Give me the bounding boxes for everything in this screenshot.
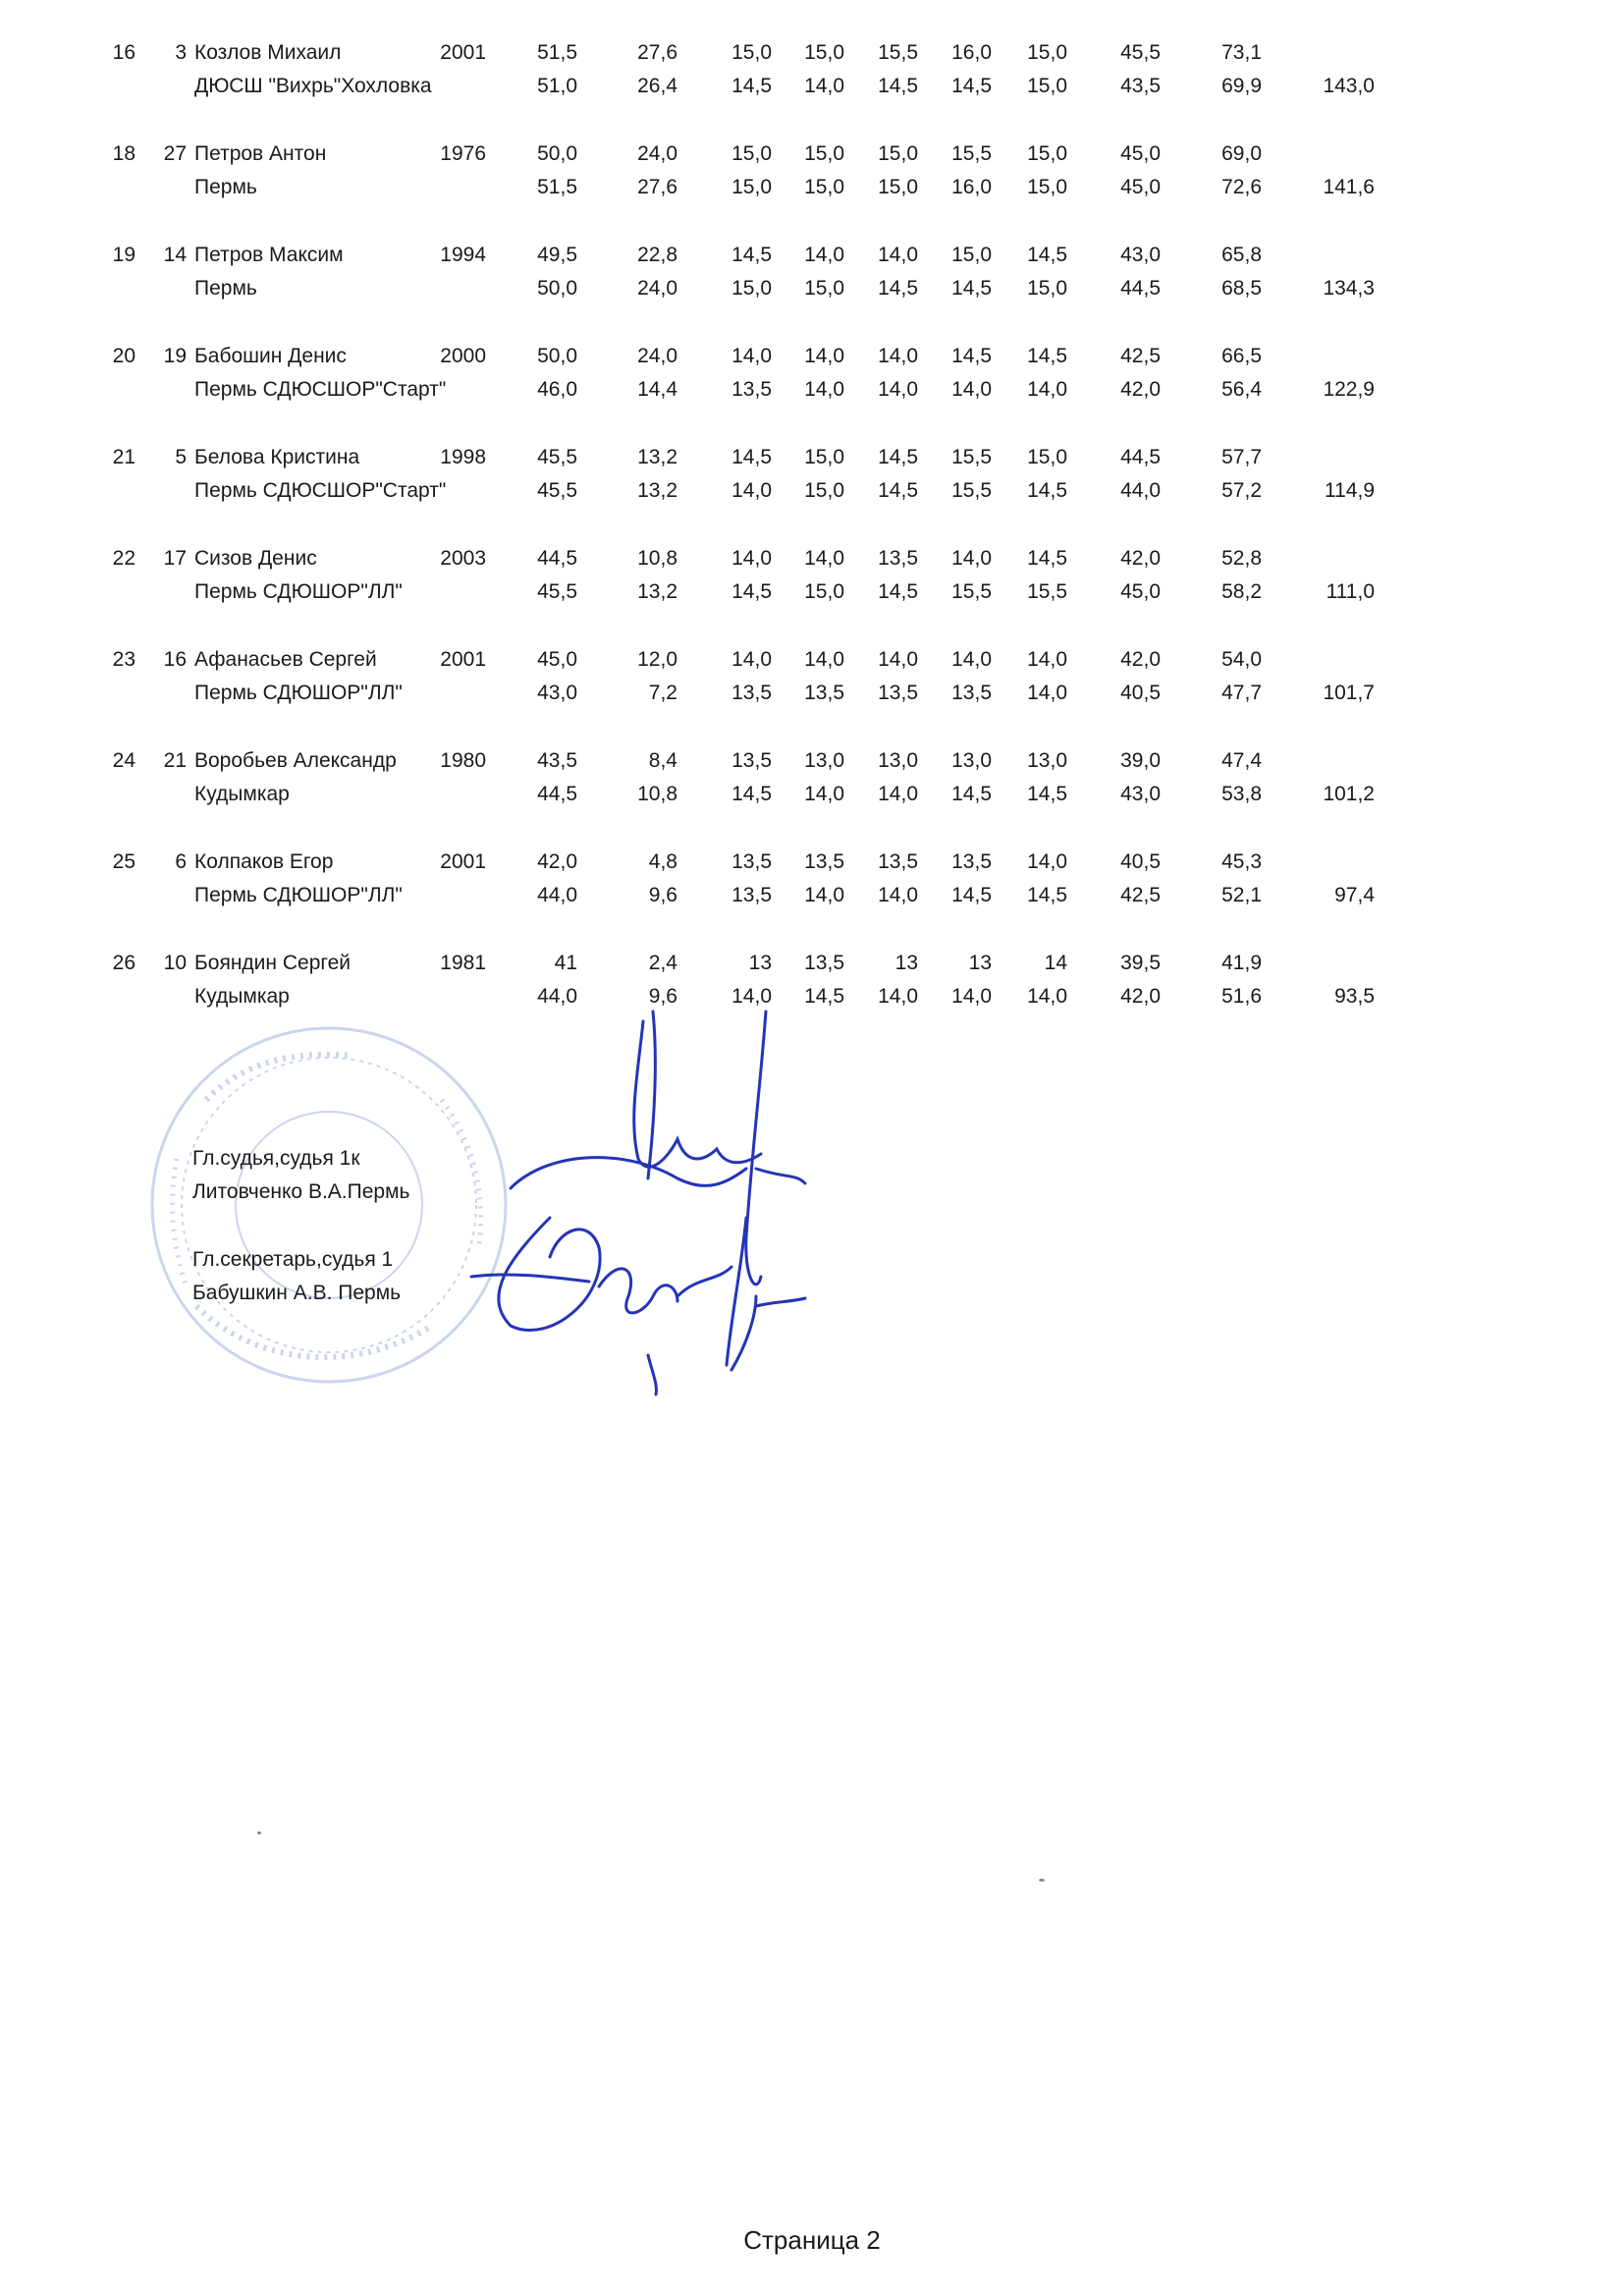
score-cell: 13,5 [951,850,992,873]
score-cell: 13 [894,952,918,974]
birth-year-cell: 1981 [440,952,486,974]
birth-year-cell: 1980 [440,749,486,772]
score-cell: 46,0 [537,378,577,401]
score-cell: 15,0 [804,41,844,64]
score-cell: 10,8 [637,783,677,805]
round-stamp [152,1028,506,1382]
score-cell: 45,5 [537,580,577,603]
birth-year-cell: 2001 [440,850,486,873]
score-cell: 69,9 [1221,75,1262,97]
score-cell: 15,5 [1027,580,1067,603]
score-cell: 15,0 [1027,75,1067,97]
score-cell: 13,5 [731,850,772,873]
score-cell: 43,0 [1120,244,1161,266]
place-cell: 16 [112,41,135,64]
score-cell: 41 [554,952,577,974]
score-cell: 44,5 [1120,446,1161,468]
score-cell: 27,6 [637,41,677,64]
score-cell: 51,0 [537,75,577,97]
score-cell: 14,0 [804,547,844,570]
bib-number-cell: 21 [163,749,187,772]
birth-year-cell: 1976 [440,142,486,165]
score-cell: 50,0 [537,142,577,165]
athlete-name-cell: Колпаков Егор [194,850,334,873]
score-cell: 15,0 [804,580,844,603]
birth-year-cell: 2003 [440,547,486,570]
score-cell: 2,4 [648,952,677,974]
club-cell: Пермь СДЮСШОР"Старт" [194,378,447,401]
score-cell: 8,4 [648,749,677,772]
score-cell: 14,5 [951,884,992,906]
results-table [0,0,1624,1080]
scan-speck [257,1831,261,1834]
score-cell: 9,6 [648,884,677,906]
total-score-cell: 97,4 [1334,884,1375,906]
score-cell: 13 [748,952,772,974]
score-cell: 41,9 [1221,952,1262,974]
birth-year-cell: 2001 [440,648,486,671]
score-cell: 14,0 [804,75,844,97]
scan-speck [1039,1879,1045,1882]
secretary-title: Гл.секретарь,судья 1 [192,1248,394,1271]
score-cell: 14,0 [951,547,992,570]
bib-number-cell: 17 [163,547,187,570]
athlete-name-cell: Козлов Михаил [194,41,342,64]
score-cell: 24,0 [637,277,677,300]
score-cell: 13,5 [731,378,772,401]
score-cell: 15,0 [951,244,992,266]
score-cell: 14,5 [1027,479,1067,502]
score-cell: 14,5 [951,277,992,300]
score-cell: 45,0 [537,648,577,671]
total-score-cell: 143,0 [1323,75,1375,97]
score-cell: 15,5 [951,446,992,468]
score-cell: 44,0 [537,884,577,906]
score-cell: 13,0 [804,749,844,772]
score-cell: 13,2 [637,580,677,603]
score-cell: 45,5 [537,479,577,502]
score-cell: 7,2 [648,682,677,704]
score-cell: 24,0 [637,345,677,367]
score-cell: 14,5 [878,75,918,97]
score-cell: 13,0 [1027,749,1067,772]
score-cell: 56,4 [1221,378,1262,401]
score-cell: 57,2 [1221,479,1262,502]
score-cell: 14,5 [951,783,992,805]
score-cell: 14,0 [878,244,918,266]
score-cell: 13,0 [951,749,992,772]
athlete-name-cell: Бояндин Сергей [194,952,351,974]
score-cell: 50,0 [537,345,577,367]
score-cell: 24,0 [637,142,677,165]
score-cell: 47,4 [1221,749,1262,772]
score-cell: 13,5 [731,884,772,906]
score-cell: 14,5 [878,277,918,300]
score-cell: 43,5 [1120,75,1161,97]
score-cell: 14,5 [731,75,772,97]
birth-year-cell: 1998 [440,446,486,468]
score-cell: 47,7 [1221,682,1262,704]
athlete-name-cell: Белова Кристина [194,446,360,468]
score-cell: 14,0 [1027,850,1067,873]
score-cell: 22,8 [637,244,677,266]
place-cell: 20 [112,345,135,367]
score-cell: 15,0 [731,277,772,300]
club-cell: Пермь СДЮШОР"ЛЛ" [194,682,403,704]
score-cell: 42,0 [537,850,577,873]
place-cell: 25 [112,850,135,873]
club-cell: Пермь [194,176,257,198]
score-cell: 15,0 [804,142,844,165]
athlete-name-cell: Воробьев Александр [194,749,397,772]
score-cell: 43,0 [537,682,577,704]
score-cell: 14,0 [1027,985,1067,1008]
score-cell: 14,5 [804,985,844,1008]
score-cell: 14,0 [1027,378,1067,401]
score-cell: 14,5 [731,446,772,468]
score-cell: 26,4 [637,75,677,97]
athlete-name-cell: Бабошин Денис [194,345,347,367]
total-score-cell: 101,7 [1323,682,1375,704]
score-cell: 14,0 [804,345,844,367]
score-cell: 14,5 [731,580,772,603]
score-cell: 14,0 [804,783,844,805]
score-cell: 45,0 [1120,580,1161,603]
score-cell: 13,5 [804,682,844,704]
score-cell: 45,3 [1221,850,1262,873]
score-cell: 14,0 [731,479,772,502]
total-score-cell: 141,6 [1323,176,1375,198]
score-cell: 40,5 [1120,850,1161,873]
score-cell: 42,0 [1120,648,1161,671]
score-cell: 45,0 [1120,142,1161,165]
score-cell: 14,5 [878,580,918,603]
score-cell: 15,5 [951,580,992,603]
score-cell: 43,5 [537,749,577,772]
score-cell: 15,0 [804,176,844,198]
score-cell: 14,0 [878,985,918,1008]
score-cell: 15,0 [878,176,918,198]
score-cell: 44,0 [537,985,577,1008]
club-cell: Кудымкар [194,783,290,805]
score-cell: 14,4 [637,378,677,401]
score-cell: 44,5 [1120,277,1161,300]
club-cell: Кудымкар [194,985,290,1008]
signature-secretary [471,1218,805,1394]
score-cell: 13,5 [804,850,844,873]
bib-number-cell: 16 [163,648,187,671]
score-cell: 65,8 [1221,244,1262,266]
score-cell: 45,5 [1120,41,1161,64]
bib-number-cell: 5 [175,446,187,468]
bib-number-cell: 14 [163,244,187,266]
score-cell: 13 [968,952,992,974]
score-cell: 73,1 [1221,41,1262,64]
score-cell: 14,0 [731,547,772,570]
club-cell: Пермь СДЮСШОР"Старт" [194,479,447,502]
place-cell: 24 [112,749,135,772]
score-cell: 10,8 [637,547,677,570]
total-score-cell: 134,3 [1323,277,1375,300]
score-cell: 14,5 [1027,244,1067,266]
score-cell: 13,2 [637,479,677,502]
page-number: Страница 2 [743,2225,881,2255]
score-cell: 14,0 [878,378,918,401]
score-cell: 14,0 [878,648,918,671]
judge-title: Гл.судья,судья 1к [192,1147,360,1170]
birth-year-cell: 2001 [440,41,486,64]
score-cell: 14,5 [1027,345,1067,367]
score-cell: 14,5 [731,244,772,266]
athlete-name-cell: Афанасьев Сергей [194,648,377,671]
score-cell: 13,0 [878,749,918,772]
score-cell: 15,0 [804,277,844,300]
score-cell: 53,8 [1221,783,1262,805]
score-cell: 14,0 [951,985,992,1008]
score-cell: 13,5 [951,682,992,704]
score-cell: 16,0 [951,41,992,64]
score-cell: 42,5 [1120,345,1161,367]
score-cell: 13,5 [804,952,844,974]
score-cell: 9,6 [648,985,677,1008]
score-cell: 14,5 [951,75,992,97]
score-cell: 13,2 [637,446,677,468]
score-cell: 14,0 [731,648,772,671]
score-cell: 45,0 [1120,176,1161,198]
bib-number-cell: 19 [163,345,187,367]
place-cell: 26 [112,952,135,974]
score-cell: 13,5 [878,682,918,704]
score-cell: 54,0 [1221,648,1262,671]
score-cell: 45,5 [537,446,577,468]
total-score-cell: 111,0 [1326,580,1375,603]
score-cell: 13,5 [878,850,918,873]
score-cell: 15,0 [878,142,918,165]
score-cell: 14,5 [1027,547,1067,570]
score-cell: 14,0 [804,378,844,401]
athlete-name-cell: Петров Максим [194,244,344,266]
score-cell: 66,5 [1221,345,1262,367]
score-cell: 39,5 [1120,952,1161,974]
score-cell: 52,8 [1221,547,1262,570]
score-cell: 42,0 [1120,985,1161,1008]
club-cell: ДЮСШ "Вихрь"Хохловка [194,75,432,97]
score-cell: 15,0 [804,446,844,468]
score-cell: 15,0 [1027,446,1067,468]
judge-name: Литовченко В.А.Пермь [192,1180,410,1203]
score-cell: 4,8 [648,850,677,873]
score-cell: 14,0 [951,648,992,671]
score-cell: 14,0 [731,345,772,367]
place-cell: 19 [112,244,135,266]
score-cell: 40,5 [1120,682,1161,704]
score-cell: 69,0 [1221,142,1262,165]
score-cell: 14,5 [951,345,992,367]
score-cell: 44,5 [537,783,577,805]
score-cell: 12,0 [637,648,677,671]
score-cell: 15,0 [1027,277,1067,300]
score-cell: 14,0 [804,648,844,671]
score-cell: 44,5 [537,547,577,570]
score-cell: 14,5 [731,783,772,805]
athlete-name-cell: Сизов Денис [194,547,317,570]
score-cell: 49,5 [537,244,577,266]
score-cell: 39,0 [1120,749,1161,772]
place-cell: 21 [112,446,135,468]
score-cell: 14,5 [878,446,918,468]
score-cell: 50,0 [537,277,577,300]
score-cell: 14,0 [804,884,844,906]
score-cell: 52,1 [1221,884,1262,906]
score-cell: 14,0 [731,985,772,1008]
total-score-cell: 101,2 [1323,783,1375,805]
score-cell: 14 [1044,952,1067,974]
score-cell: 13,5 [878,547,918,570]
bib-number-cell: 10 [163,952,187,974]
score-cell: 15,5 [951,142,992,165]
score-cell: 16,0 [951,176,992,198]
score-cell: 42,5 [1120,884,1161,906]
score-cell: 14,5 [1027,884,1067,906]
score-cell: 15,5 [878,41,918,64]
bib-number-cell: 27 [163,142,187,165]
score-cell: 58,2 [1221,580,1262,603]
score-cell: 43,0 [1120,783,1161,805]
score-cell: 42,0 [1120,547,1161,570]
score-cell: 42,0 [1120,378,1161,401]
score-cell: 51,6 [1221,985,1262,1008]
score-cell: 15,0 [731,41,772,64]
score-cell: 57,7 [1221,446,1262,468]
score-cell: 13,5 [731,682,772,704]
score-cell: 15,0 [804,479,844,502]
athlete-name-cell: Петров Антон [194,142,327,165]
score-cell: 72,6 [1221,176,1262,198]
bib-number-cell: 6 [175,850,187,873]
club-cell: Пермь СДЮШОР"ЛЛ" [194,580,403,603]
score-cell: 15,0 [1027,176,1067,198]
total-score-cell: 93,5 [1334,985,1375,1008]
score-cell: 14,5 [1027,783,1067,805]
score-cell: 14,0 [878,345,918,367]
score-cell: 13,5 [731,749,772,772]
birth-year-cell: 1994 [440,244,486,266]
score-cell: 14,0 [804,244,844,266]
birth-year-cell: 2000 [440,345,486,367]
score-cell: 14,0 [951,378,992,401]
score-cell: 15,0 [1027,142,1067,165]
score-cell: 15,0 [731,142,772,165]
total-score-cell: 114,9 [1325,479,1375,502]
club-cell: Пермь [194,277,257,300]
score-cell: 51,5 [537,41,577,64]
score-cell: 51,5 [537,176,577,198]
place-cell: 22 [112,547,135,570]
score-cell: 44,0 [1120,479,1161,502]
score-cell: 68,5 [1221,277,1262,300]
total-score-cell: 122,9 [1323,378,1375,401]
place-cell: 18 [112,142,135,165]
score-cell: 14,0 [1027,648,1067,671]
score-cell: 14,0 [1027,682,1067,704]
bib-number-cell: 3 [175,41,187,64]
secretary-name: Бабушкин А.В. Пермь [192,1282,402,1304]
place-cell: 23 [112,648,135,671]
score-cell: 15,0 [731,176,772,198]
score-cell: 27,6 [637,176,677,198]
score-cell: 15,5 [951,479,992,502]
score-cell: 14,5 [878,479,918,502]
score-cell: 14,0 [878,884,918,906]
score-cell: 15,0 [1027,41,1067,64]
score-cell: 14,0 [878,783,918,805]
club-cell: Пермь СДЮШОР"ЛЛ" [194,884,403,906]
